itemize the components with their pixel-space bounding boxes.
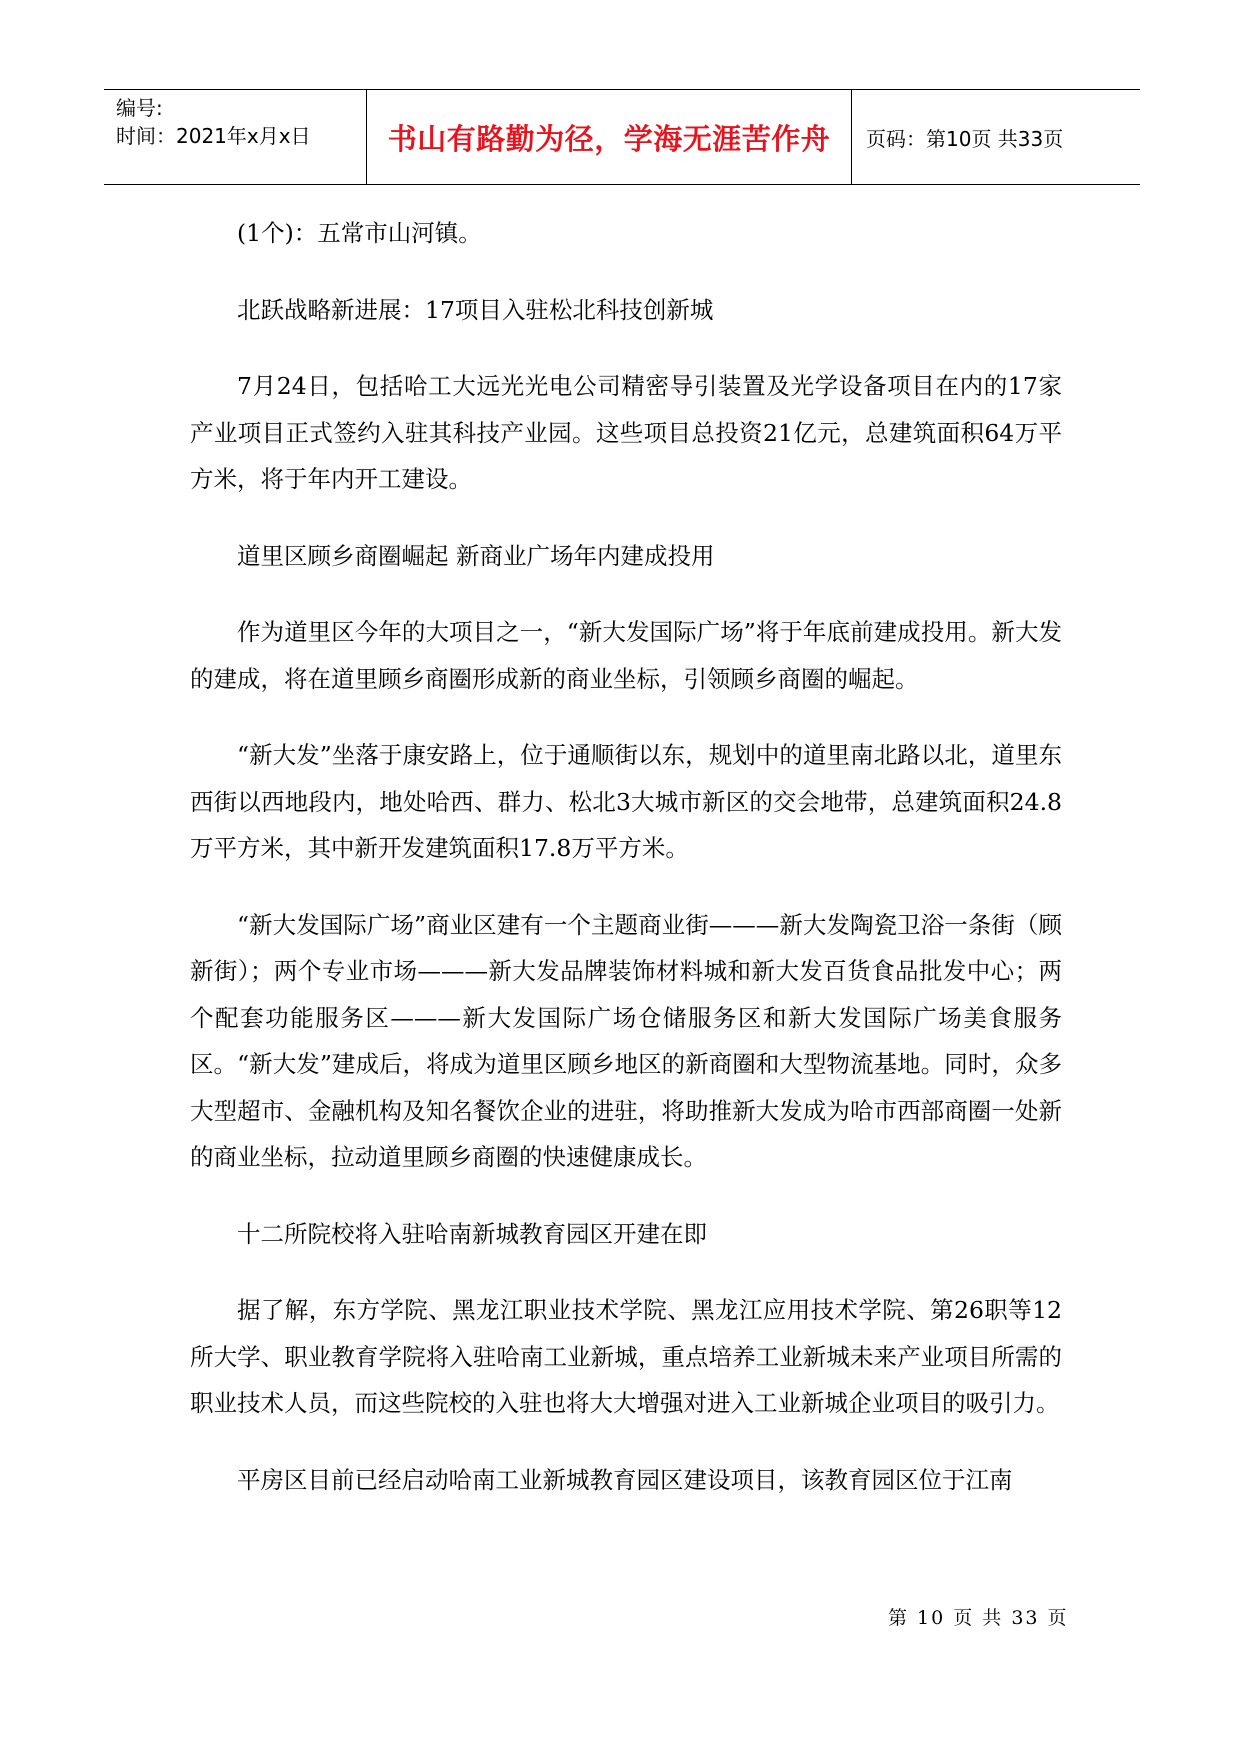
section-heading: 十二所院校将入驻哈南新城教育园区开建在即 xyxy=(237,1219,707,1248)
section-heading: 道里区顾乡商圈崛起 新商业广场年内建成投用 xyxy=(237,541,715,570)
paragraph: (1个)：五常市山河镇。 xyxy=(237,219,482,247)
paragraph: 作为道里区今年的大项目之一，“新大发国际广场”将于年底前建成投用。新大发的建成，将在道里顾乡商圈形成新的商业坐标，引领顾乡商圈的崛起。 xyxy=(190,618,1062,693)
paragraph: 7月24日，包括哈工大远光光电公司精密导引装置及光学设备项目在内的17家产业项目正式签约入驻其科技产业园。这些项目总投资21亿元，总建筑面积64万平方米，将于年内开工建设。 xyxy=(190,372,1062,493)
paragraph: 平房区目前已经启动哈南工业新城教育园区建设项目，该教育园区位于江南 xyxy=(237,1465,1013,1494)
header-page-info: 页码：第10页 共33页 xyxy=(866,126,1064,151)
header-meta xyxy=(104,90,367,184)
page-header xyxy=(104,89,1140,185)
paragraph: “新大发”坐落于康安路上，位于通顺街以东，规划中的道里南北路以北，道里东西街以西地段内，地处哈西、群力、松北3大城市新区的交会地带，总建筑面积24.8万平方米，其中新开发建筑面积17.8万平方米。 xyxy=(190,741,1062,862)
page-footer: 第 10 页 共 33 页 xyxy=(888,1607,1069,1629)
document-body xyxy=(190,210,1062,1533)
header-motto: 书山有路勤为径，学海无涯苦作舟 xyxy=(367,90,852,184)
number-label: 编号: xyxy=(116,96,163,120)
time-label: 时间：2021年x月x日 xyxy=(116,124,311,148)
section-heading: 北跃战略新进展：17项目入驻松北科技创新城 xyxy=(237,295,714,324)
paragraph: 据了解，东方学院、黑龙江职业技术学院、黑龙江应用技术学院、第26职等12所大学、职业教育学院将入驻哈南工业新城，重点培养工业新城未来产业项目所需的职业技术人员，而这些院校的入驻也将大大增强对进入工业新城企业项目的吸引力。 xyxy=(190,1296,1062,1417)
paragraph: “新大发国际广场”商业区建有一个主题商业街———新大发陶瓷卫浴一条街（顾新街）；两个专业市场———新大发品牌装饰材料城和新大发百货食品批发中心；两个配套功能服务区———新大发国际广场仓储服务区和新大发国际广场美食服务区。“新大发”建成后，将成为道里区顾乡地区的新商圈和大型物流基地。同时，众多大型超市、金融机构及知名餐饮企业的进驻，将助推新大发成为哈市西部商圈一处新的商业坐标，拉动道里顾乡商圈的快速健康成长。 xyxy=(190,910,1062,1171)
